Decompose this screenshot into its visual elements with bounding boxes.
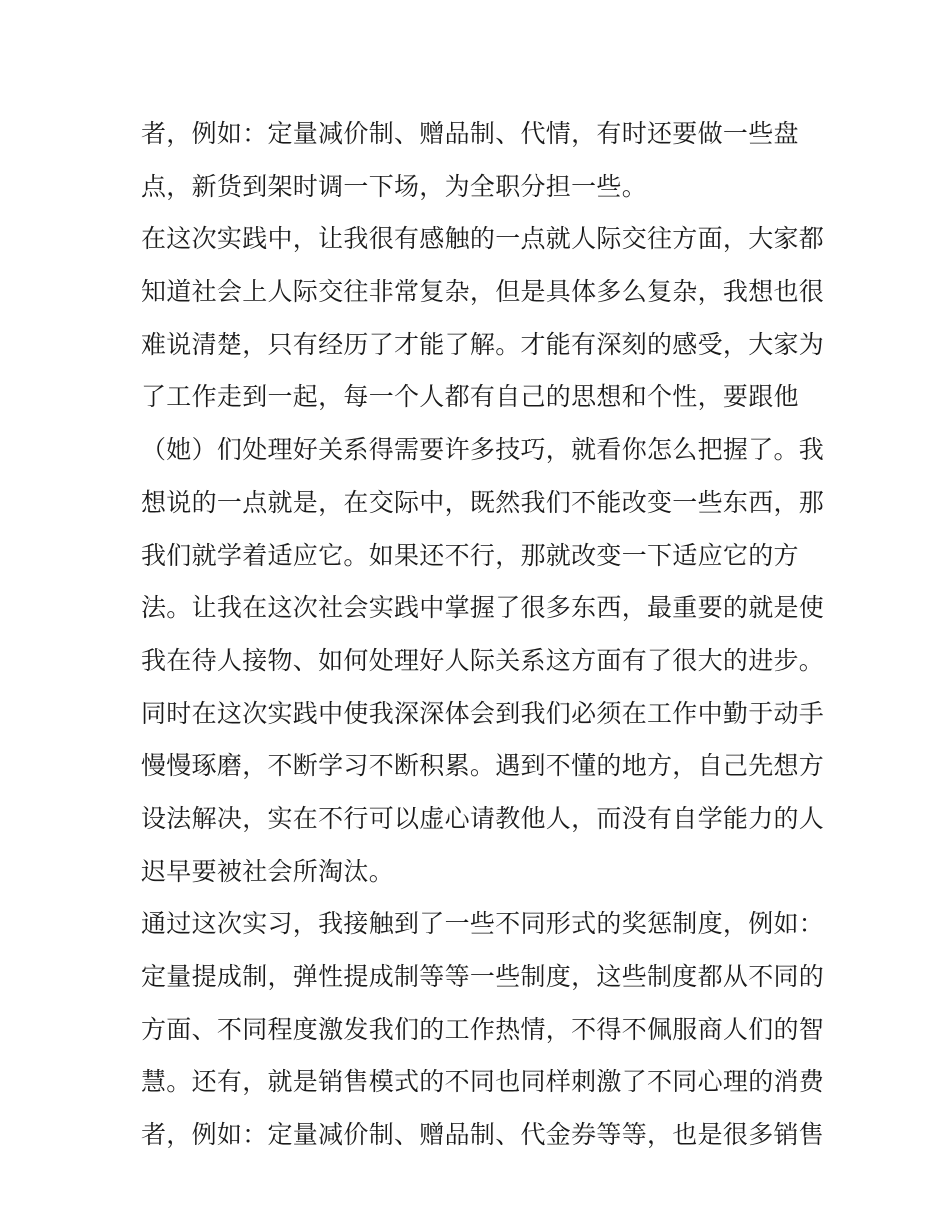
text-line: 定量提成制，弹性提成制等等一些制度，这些制度都从不同的 [141, 962, 825, 991]
text-line: 我们就学着适应它。如果还不行，那就改变一下适应它的方 [141, 540, 799, 570]
text-line: 迟早要被社会所淘汰。 [141, 856, 395, 886]
text-line: 者，例如：定量减价制、赠品制、代情，有时还要做一些盘 [141, 119, 799, 148]
text-line: 设法解决，实在不行可以虚心请教他人，而没有自学能力的人 [141, 803, 825, 833]
text-line: 点，新货到架时调一下场，为全职分担一些。 [141, 171, 648, 201]
text-line: 我在待人接物、如何处理好人际关系这方面有了很大的进步。 [141, 645, 825, 675]
document-body-text [141, 108, 825, 1162]
text-line: 了工作走到一起，每一个人都有自己的思想和个性，要跟他 [141, 382, 799, 412]
text-line: 者，例如：定量减价制、赠品制、代金券等等，也是很多销售 [141, 1120, 825, 1150]
text-line: 想说的一点就是，在交际中，既然我们不能改变一些东西，那 [141, 487, 825, 517]
text-line: 在这次实践中，让我很有感触的一点就人际交往方面，大家都 [141, 224, 825, 254]
text-line: 慧。还有，就是销售模式的不同也同样刺激了不同心理的消费 [141, 1067, 825, 1097]
text-line: 同时在这次实践中使我深深体会到我们必须在工作中勤于动手 [141, 698, 825, 728]
text-line: 通过这次实习，我接触到了一些不同形式的奖惩制度，例如： [141, 909, 825, 939]
text-line: 方面、不同程度激发我们的工作热情，不得不佩服商人们的智 [141, 1014, 825, 1044]
text-line: 难说清楚，只有经历了才能了解。才能有深刻的感受，大家为 [141, 329, 825, 359]
text-line: 法。让我在这次社会实践中掌握了很多东西，最重要的就是使 [141, 593, 825, 623]
text-line: 知道社会上人际交往非常复杂，但是具体多么复杂，我想也很 [141, 277, 825, 307]
text-line: （她）们处理好关系得需要许多技巧，就看你怎么把握了。我 [141, 435, 825, 465]
text-line: 慢慢琢磨，不断学习不断积累。遇到不懂的地方，自己先想方 [141, 751, 825, 781]
